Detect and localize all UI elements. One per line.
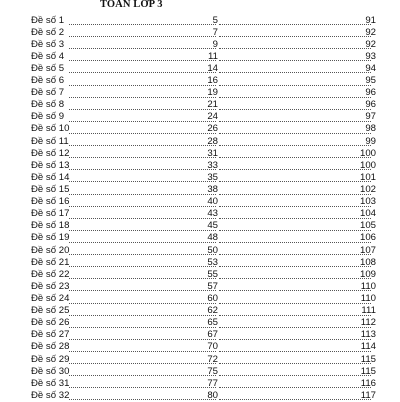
dot-leader <box>69 87 216 98</box>
toc-row <box>0 184 400 196</box>
toc-answer-page-number: 96 <box>356 99 376 111</box>
dot-leader <box>219 366 371 377</box>
toc-answer-page-number: 106 <box>356 232 376 244</box>
dot-leader <box>69 232 216 243</box>
toc-page-number: 7 <box>203 27 218 39</box>
toc-answer-page-number: 97 <box>356 111 376 123</box>
dot-leader <box>69 341 216 352</box>
dot-leader <box>69 39 216 50</box>
dot-leader <box>69 390 216 401</box>
toc-entry-label: Đề số 15 <box>31 184 69 196</box>
toc-entry-label: Đề số 18 <box>31 220 69 232</box>
toc-answer-page-number: 110 <box>356 293 376 305</box>
toc-entry-label: Đề số 23 <box>31 281 69 293</box>
toc-row <box>0 63 400 75</box>
toc-entry-label: Đề số 10 <box>31 123 69 135</box>
toc-page-number: 77 <box>203 378 218 390</box>
dot-leader <box>69 329 216 340</box>
dot-leader <box>219 39 371 50</box>
toc-page-number: 50 <box>203 245 218 257</box>
toc-answer-page-number: 116 <box>356 378 376 390</box>
toc-page-number: 53 <box>203 257 218 269</box>
toc-page-number: 60 <box>203 293 218 305</box>
toc-row <box>0 317 400 329</box>
toc-row <box>0 378 400 390</box>
toc-page-number: 45 <box>203 220 218 232</box>
toc-answer-page-number: 100 <box>356 160 376 172</box>
toc-page-number: 19 <box>203 87 218 99</box>
toc-answer-page-number: 115 <box>356 354 376 366</box>
toc-page-number: 40 <box>203 196 218 208</box>
toc-page-number: 28 <box>203 136 218 148</box>
dot-leader <box>219 111 371 122</box>
toc-entry-label: Đề số 25 <box>31 305 69 317</box>
toc-entry-label: Đề số 24 <box>31 293 69 305</box>
dot-leader <box>219 281 371 292</box>
toc-entry-label: Đề số 4 <box>31 51 64 63</box>
toc-entry-label: Đề số 1 <box>31 15 64 27</box>
toc-page-number: 16 <box>203 75 218 87</box>
toc-page-number: 5 <box>203 15 218 27</box>
toc-entry-label: Đề số 7 <box>31 87 64 99</box>
dot-leader <box>69 354 216 365</box>
toc-entry-label: Đề số 32 <box>31 390 69 402</box>
toc-entry-label: Đề số 6 <box>31 75 64 87</box>
toc-page-number: 35 <box>203 172 218 184</box>
toc-entry-label: Đề số 30 <box>31 366 69 378</box>
dot-leader <box>69 245 216 256</box>
dot-leader <box>219 232 371 243</box>
dot-leader <box>69 208 216 219</box>
dot-leader <box>69 111 216 122</box>
toc-answer-page-number: 110 <box>356 281 376 293</box>
dot-leader <box>69 220 216 231</box>
dot-leader <box>219 305 371 316</box>
dot-leader <box>69 15 216 26</box>
toc-entry-label: Đề số 22 <box>31 269 69 281</box>
toc-entry-label: Đề số 9 <box>31 111 64 123</box>
toc-row <box>0 257 400 269</box>
toc-entry-label: Đề số 19 <box>31 232 69 244</box>
dot-leader <box>69 378 216 389</box>
dot-leader <box>69 172 216 183</box>
toc-page-number: 75 <box>203 366 218 378</box>
dot-leader <box>219 75 371 86</box>
toc-row <box>0 75 400 87</box>
toc-answer-page-number: 99 <box>356 136 376 148</box>
toc-entry-label: Đề số 8 <box>31 99 64 111</box>
toc-answer-page-number: 100 <box>356 148 376 160</box>
dot-leader <box>219 172 371 183</box>
dot-leader <box>219 293 371 304</box>
toc-page-number: 26 <box>203 123 218 135</box>
toc-answer-page-number: 107 <box>356 245 376 257</box>
toc-answer-page-number: 113 <box>356 329 376 341</box>
toc-page-number: 43 <box>203 208 218 220</box>
dot-leader <box>219 390 371 401</box>
toc-entry-label: Đề số 27 <box>31 329 69 341</box>
dot-leader <box>69 317 216 328</box>
toc-page-number: 67 <box>203 329 218 341</box>
toc-answer-page-number: 117 <box>356 390 376 402</box>
dot-leader <box>219 245 371 256</box>
toc-page-number: 31 <box>203 148 218 160</box>
toc-page-number: 65 <box>203 317 218 329</box>
toc-answer-page-number: 111 <box>356 305 376 317</box>
dot-leader <box>219 87 371 98</box>
toc-page-number: 14 <box>203 63 218 75</box>
dot-leader <box>219 99 371 110</box>
toc-answer-page-number: 102 <box>356 184 376 196</box>
page-title: TOÁN LỚP 3 <box>100 0 163 10</box>
toc-page-number: 33 <box>203 160 218 172</box>
dot-leader <box>219 378 371 389</box>
dot-leader <box>219 269 371 280</box>
toc-entry-label: Đề số 2 <box>31 27 64 39</box>
toc-entry-label: Đề số 17 <box>31 208 69 220</box>
toc-answer-page-number: 112 <box>356 317 376 329</box>
dot-leader <box>219 317 371 328</box>
toc-page-number: 38 <box>203 184 218 196</box>
dot-leader <box>69 196 216 207</box>
toc-answer-page-number: 108 <box>356 257 376 269</box>
toc-row <box>0 232 400 244</box>
dot-leader <box>219 220 371 231</box>
toc-answer-page-number: 96 <box>356 87 376 99</box>
toc-row <box>0 123 400 135</box>
toc-answer-page-number: 115 <box>356 366 376 378</box>
toc-page-number: 24 <box>203 111 218 123</box>
dot-leader <box>69 281 216 292</box>
toc-entry-label: Đề số 5 <box>31 63 64 75</box>
toc-answer-page-number: 95 <box>356 75 376 87</box>
toc-row <box>0 196 400 208</box>
toc-row <box>0 354 400 366</box>
toc-row <box>0 160 400 172</box>
toc-answer-page-number: 114 <box>356 341 376 353</box>
toc-row <box>0 172 400 184</box>
toc-row <box>0 99 400 111</box>
toc-entry-label: Đề số 31 <box>31 378 69 390</box>
toc-answer-page-number: 91 <box>356 15 376 27</box>
toc-row <box>0 305 400 317</box>
toc-entry-label: Đề số 16 <box>31 196 69 208</box>
dot-leader <box>69 75 216 86</box>
toc-row <box>0 341 400 353</box>
dot-leader <box>219 329 371 340</box>
table-of-contents <box>0 15 400 402</box>
toc-answer-page-number: 92 <box>356 27 376 39</box>
toc-entry-label: Đề số 14 <box>31 172 69 184</box>
toc-page-number: 57 <box>203 281 218 293</box>
dot-leader <box>219 51 371 62</box>
toc-answer-page-number: 98 <box>356 123 376 135</box>
toc-row <box>0 329 400 341</box>
dot-leader <box>69 136 216 147</box>
toc-answer-page-number: 104 <box>356 208 376 220</box>
dot-leader <box>69 51 216 62</box>
dot-leader <box>69 99 216 110</box>
toc-answer-page-number: 103 <box>356 196 376 208</box>
dot-leader <box>69 123 216 134</box>
toc-entry-label: Đề số 20 <box>31 245 69 257</box>
dot-leader <box>69 293 216 304</box>
toc-entry-label: Đề số 29 <box>31 354 69 366</box>
toc-row <box>0 390 400 402</box>
dot-leader <box>219 196 371 207</box>
toc-answer-page-number: 105 <box>356 220 376 232</box>
dot-leader <box>69 366 216 377</box>
toc-row <box>0 51 400 63</box>
toc-answer-page-number: 92 <box>356 39 376 51</box>
toc-row <box>0 293 400 305</box>
toc-row <box>0 39 400 51</box>
dot-leader <box>69 63 216 74</box>
toc-page-number: 70 <box>203 341 218 353</box>
dot-leader <box>69 27 216 38</box>
toc-answer-page-number: 101 <box>356 172 376 184</box>
toc-row <box>0 148 400 160</box>
toc-page-number: 9 <box>203 39 218 51</box>
toc-answer-page-number: 94 <box>356 63 376 75</box>
toc-row <box>0 87 400 99</box>
toc-entry-label: Đề số 21 <box>31 257 69 269</box>
toc-row <box>0 220 400 232</box>
dot-leader <box>219 15 371 26</box>
dot-leader <box>219 136 371 147</box>
dot-leader <box>219 160 371 171</box>
toc-page-number: 55 <box>203 269 218 281</box>
toc-page-number: 72 <box>203 354 218 366</box>
toc-page-number: 11 <box>203 51 218 63</box>
toc-row <box>0 27 400 39</box>
toc-row <box>0 281 400 293</box>
dot-leader <box>219 27 371 38</box>
toc-page-number: 80 <box>203 390 218 402</box>
dot-leader <box>219 208 371 219</box>
toc-answer-page-number: 109 <box>356 269 376 281</box>
toc-answer-page-number: 93 <box>356 51 376 63</box>
toc-entry-label: Đề số 11 <box>31 136 69 148</box>
dot-leader <box>219 257 371 268</box>
dot-leader <box>69 160 216 171</box>
toc-row <box>0 111 400 123</box>
toc-entry-label: Đề số 13 <box>31 160 69 172</box>
dot-leader <box>69 269 216 280</box>
toc-page-number: 48 <box>203 232 218 244</box>
toc-row <box>0 15 400 27</box>
toc-row <box>0 136 400 148</box>
toc-page-number: 21 <box>203 99 218 111</box>
dot-leader <box>69 184 216 195</box>
dot-leader <box>219 354 371 365</box>
toc-row <box>0 269 400 281</box>
dot-leader <box>69 148 216 159</box>
dot-leader <box>219 123 371 134</box>
toc-row <box>0 366 400 378</box>
toc-entry-label: Đề số 12 <box>31 148 69 160</box>
dot-leader <box>219 148 371 159</box>
dot-leader <box>219 341 371 352</box>
dot-leader <box>219 184 371 195</box>
dot-leader <box>69 257 216 268</box>
dot-leader <box>69 305 216 316</box>
toc-entry-label: Đề số 26 <box>31 317 69 329</box>
toc-entry-label: Đề số 28 <box>31 341 69 353</box>
toc-row <box>0 208 400 220</box>
toc-entry-label: Đề số 3 <box>31 39 64 51</box>
dot-leader <box>219 63 371 74</box>
toc-page-number: 62 <box>203 305 218 317</box>
toc-row <box>0 245 400 257</box>
